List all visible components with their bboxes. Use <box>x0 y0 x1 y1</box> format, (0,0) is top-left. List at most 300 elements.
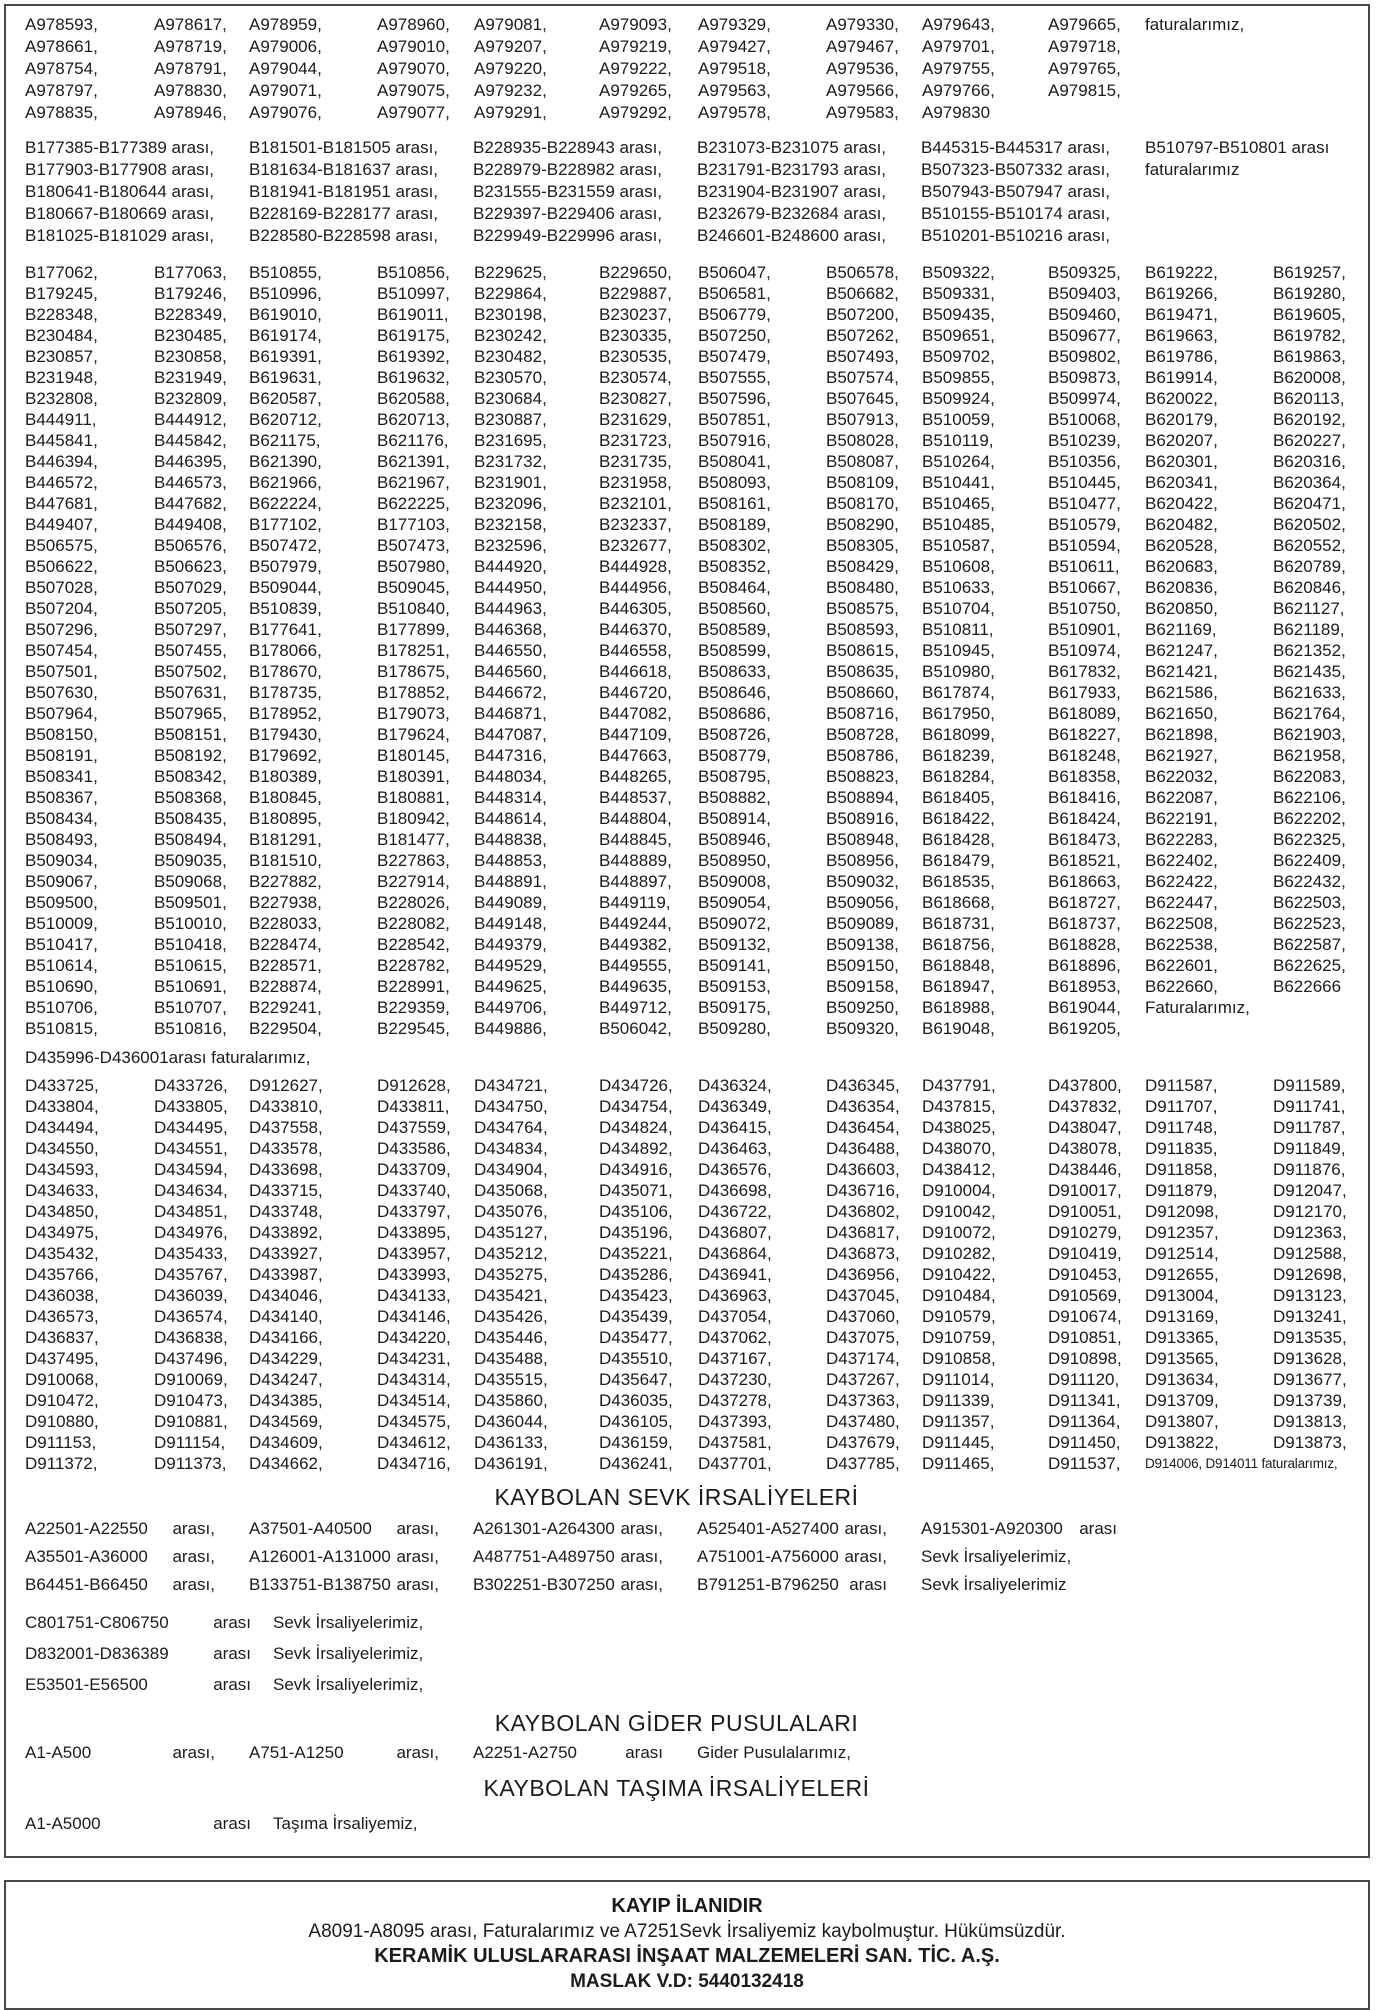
invoice-serial: B619205, <box>1048 1019 1121 1038</box>
invoice-serial: D914006, D914011 faturalarımız, <box>1145 1456 1338 1471</box>
invoice-serial: D435421, <box>474 1286 548 1305</box>
invoice-serial: B232809, <box>154 389 227 408</box>
invoice-serial: B231901, <box>474 473 547 492</box>
invoice-serial: B177899, <box>377 620 450 639</box>
invoice-serial-range: B246601-B248600 arası, <box>697 226 887 245</box>
invoice-serial: B620712, <box>249 410 322 429</box>
invoice-serial: A979220, <box>474 59 547 78</box>
waybill-serial-range: D832001-D836389 arası <box>25 1644 251 1663</box>
invoice-serial: B622087, <box>1145 788 1218 807</box>
invoice-serial: D438047, <box>1048 1118 1122 1137</box>
invoice-serial: B228991, <box>377 977 450 996</box>
invoice-serial: A979643, <box>922 15 995 34</box>
invoice-serial: B618358, <box>1048 767 1121 786</box>
invoice-serial: B449382, <box>599 935 672 954</box>
invoice-serial: B508646, <box>698 683 771 702</box>
invoice-serial: B229887, <box>599 284 672 303</box>
invoice-serial: B510901, <box>1048 620 1121 639</box>
invoice-serial: D434754, <box>599 1097 673 1116</box>
invoice-serial: B228874, <box>249 977 322 996</box>
invoice-serial: B620587, <box>249 389 322 408</box>
invoice-serial: D434231, <box>377 1349 451 1368</box>
invoice-serial: B620008, <box>1273 368 1346 387</box>
invoice-serial: B620502, <box>1273 515 1346 534</box>
invoice-serial: B622625, <box>1273 956 1346 975</box>
invoice-serial: D433892, <box>249 1223 323 1242</box>
invoice-serial: D437558, <box>249 1118 323 1137</box>
waybill-serial-range: Sevk İrsaliyelerimiz, <box>273 1644 424 1663</box>
invoice-serial: B508728, <box>826 725 899 744</box>
invoice-serial: D910279, <box>1048 1223 1122 1242</box>
invoice-serial: B622202, <box>1273 809 1346 828</box>
invoice-serial: B507029, <box>154 578 227 597</box>
invoice-serial: Faturalarımız, <box>1145 998 1250 1017</box>
invoice-serial: D911465, <box>922 1454 995 1473</box>
invoice-serial: D434716, <box>377 1454 451 1473</box>
invoice-serial: B620341, <box>1145 473 1218 492</box>
invoice-serial: B510691, <box>154 977 227 996</box>
invoice-serial: B232101, <box>599 494 672 513</box>
invoice-serial: D435196, <box>599 1223 673 1242</box>
invoice-serial: D435488, <box>474 1349 548 1368</box>
invoice-serial: D433578, <box>249 1139 323 1158</box>
invoice-serial: B509072, <box>698 914 771 933</box>
invoice-serial: D434750, <box>474 1097 548 1116</box>
invoice-serial: B618239, <box>922 746 995 765</box>
invoice-serial: D911879, <box>1145 1181 1218 1200</box>
invoice-serial: B508716, <box>826 704 899 723</box>
invoice-serial: B445842, <box>154 431 227 450</box>
invoice-serial: B508894, <box>826 788 899 807</box>
invoice-serial: D910569, <box>1048 1286 1122 1305</box>
invoice-serial: B618521, <box>1048 851 1121 870</box>
invoice-serial: D912698, <box>1273 1265 1347 1284</box>
invoice-serial: B509150, <box>826 956 899 975</box>
invoice-serial: D435221, <box>599 1244 673 1263</box>
invoice-serial: B448614, <box>474 809 547 828</box>
invoice-serial: B622666 <box>1273 977 1342 996</box>
invoice-serial: B180895, <box>249 809 322 828</box>
invoice-serial: D436807, <box>698 1223 772 1242</box>
sevk-cde-grid <box>25 1607 1368 1700</box>
invoice-serial: D434314, <box>377 1370 451 1389</box>
invoice-serial: B230198, <box>474 305 547 324</box>
invoice-serial: D434976, <box>154 1223 228 1242</box>
invoice-serial: B508615, <box>826 641 899 660</box>
invoice-serial: B508786, <box>826 746 899 765</box>
invoice-serial: B507454, <box>25 641 98 660</box>
invoice-serial: A979232, <box>474 81 547 100</box>
invoice-serial: B620588, <box>377 389 450 408</box>
invoice-serial: B509855, <box>922 368 995 387</box>
section-title-tasima: KAYBOLAN TAŞIMA İRSALİYELERİ <box>483 1775 870 1801</box>
invoice-serial: D435433, <box>154 1244 228 1263</box>
invoice-serial: B508341, <box>25 767 98 786</box>
invoice-serial: B508916, <box>826 809 899 828</box>
invoice-serial: B510068, <box>1048 410 1121 429</box>
invoice-serial: B622538, <box>1145 935 1218 954</box>
invoice-serial: D913241, <box>1273 1307 1347 1326</box>
lost-documents-box <box>4 4 1370 1858</box>
invoice-serial: D910472, <box>25 1391 99 1410</box>
invoice-serial: D434385, <box>249 1391 323 1410</box>
invoice-serial: B508352, <box>698 557 771 576</box>
invoice-serial: B231735, <box>599 452 672 471</box>
invoice-serial: B509873, <box>1048 368 1121 387</box>
invoice-serial: D436837, <box>25 1328 99 1347</box>
invoice-serial: B449635, <box>599 977 672 996</box>
invoice-serial: B232096, <box>474 494 547 513</box>
invoice-serial-range <box>1145 203 1368 225</box>
invoice-serial: D436603, <box>826 1160 900 1179</box>
invoice-serial: B448845, <box>599 830 672 849</box>
invoice-serial: D437045, <box>826 1286 900 1305</box>
invoice-serial: A978791, <box>154 59 227 78</box>
invoice-serial-range: B181501-B181505 arası, <box>249 138 439 157</box>
invoice-serial-range: B181634-B181637 arası, <box>249 160 439 179</box>
invoice-serial: D434133, <box>377 1286 451 1305</box>
invoice-serial: D436159, <box>599 1433 673 1452</box>
invoice-serial: D436573, <box>25 1307 99 1326</box>
invoice-serial: D434662, <box>249 1454 323 1473</box>
invoice-serial: B620192, <box>1273 410 1346 429</box>
invoice-serial: B621189, <box>1273 620 1345 639</box>
invoice-serial: D913004, <box>1145 1286 1219 1305</box>
invoice-serial: D910282, <box>922 1244 996 1263</box>
invoice-serial: B229545, <box>377 1019 450 1038</box>
invoice-serial: B448265, <box>599 767 672 786</box>
invoice-serial: D434229, <box>249 1349 323 1368</box>
invoice-serial: A979265, <box>599 81 672 100</box>
invoice-serial: D433811, <box>377 1097 450 1116</box>
invoice-serial: D433586, <box>377 1139 451 1158</box>
invoice-serial: B510667, <box>1048 578 1121 597</box>
transport-waybill-range: A1-A5000 arası <box>25 1814 251 1833</box>
invoice-serial: B181510, <box>249 851 322 870</box>
invoice-serial: D437815, <box>922 1097 996 1116</box>
invoice-serial: B507501, <box>25 662 98 681</box>
invoice-serial: D911707, <box>1145 1097 1218 1116</box>
invoice-serial: A979292, <box>599 103 672 122</box>
invoice-serial: D436241, <box>599 1454 673 1473</box>
waybill-serial-range: A487751-A489750 arası, <box>473 1547 663 1566</box>
invoice-serial: B446370, <box>599 620 672 639</box>
invoice-serial: B510477, <box>1048 494 1121 513</box>
invoice-serial <box>1273 1018 1353 1039</box>
notice-title: KAYIP İLANIDIR <box>611 1895 763 1917</box>
invoice-serial: D910851, <box>1048 1328 1122 1347</box>
invoice-serial: B622508, <box>1145 914 1218 933</box>
invoice-serial: B228082, <box>377 914 450 933</box>
invoice-serial: B178670, <box>249 662 322 681</box>
invoice-serial: D437054, <box>698 1307 772 1326</box>
invoice-serial: D913807, <box>1145 1412 1219 1431</box>
invoice-serial-range: B229397-B229406 arası, <box>473 204 663 223</box>
invoice-serial: B449244, <box>599 914 672 933</box>
invoice-serial: B446871, <box>474 704 547 723</box>
invoice-serial: B619048, <box>922 1019 995 1038</box>
invoice-serial: B508956, <box>826 851 899 870</box>
invoice-serial: D434824, <box>599 1118 673 1137</box>
invoice-serial: B510059, <box>922 410 995 429</box>
invoice-serial: D913634, <box>1145 1370 1219 1389</box>
invoice-serial: D912170, <box>1273 1202 1347 1221</box>
invoice-serial: D434140, <box>249 1307 323 1326</box>
invoice-serial: A979329, <box>698 15 771 34</box>
invoice-serial: B509702, <box>922 347 995 366</box>
invoice-serial: B509500, <box>25 893 98 912</box>
invoice-serial: B509322, <box>922 263 995 282</box>
invoice-serial: B508914, <box>698 809 771 828</box>
invoice-serial: B618727, <box>1048 893 1121 912</box>
invoice-serial: D437495, <box>25 1349 99 1368</box>
invoice-serial: D910881, <box>154 1412 228 1431</box>
invoice-serial: D435432, <box>25 1244 99 1263</box>
invoice-serial: D910674, <box>1048 1307 1122 1326</box>
invoice-serial: B510690, <box>25 977 98 996</box>
waybill-serial-range: Sevk İrsaliyelerimiz, <box>273 1613 424 1632</box>
invoice-serial-range: B232679-B232684 arası, <box>697 204 887 223</box>
invoice-serial: D434764, <box>474 1118 548 1137</box>
invoice-serial: B621391, <box>377 452 450 471</box>
invoice-serial: B622432, <box>1273 872 1346 891</box>
invoice-serial: B509175, <box>698 998 771 1017</box>
invoice-serial: B510579, <box>1048 515 1121 534</box>
waybill-serial-range: E53501-E56500 arası <box>25 1675 251 1694</box>
invoice-serial: B446720, <box>599 683 672 702</box>
invoice-serial: B228474, <box>249 935 322 954</box>
invoice-serial: D913739, <box>1273 1391 1347 1410</box>
invoice-serial: B509435, <box>922 305 995 324</box>
invoice-serial: B230684, <box>474 389 547 408</box>
invoice-serial: B509280, <box>698 1019 771 1038</box>
invoice-serial: B446550, <box>474 641 547 660</box>
invoice-serial: B510608, <box>922 557 995 576</box>
invoice-serial-range: B228580-B228598 arası, <box>249 226 439 245</box>
invoice-serial: B507596, <box>698 389 771 408</box>
invoice-serial: B508093, <box>698 473 771 492</box>
invoice-serial: D436345, <box>826 1076 900 1095</box>
invoice-serial: B621127, <box>1273 599 1345 618</box>
invoice-serial: B618089, <box>1048 704 1121 723</box>
invoice-serial: D911372, <box>25 1454 98 1473</box>
invoice-serial: D433740, <box>377 1181 451 1200</box>
waybill-serial-range: A126001-A131000 arası, <box>249 1547 439 1566</box>
invoice-serial: B448891, <box>474 872 547 891</box>
invoice-serial: B444912, <box>154 410 227 429</box>
invoice-serial: B510811, <box>922 620 994 639</box>
invoice-serial: A979044, <box>249 59 322 78</box>
invoice-serial <box>1145 58 1273 80</box>
invoice-serial: D436574, <box>154 1307 228 1326</box>
waybill-serial-range: Sevk İrsaliyelerimiz, <box>921 1547 1072 1566</box>
invoice-serial: D437559, <box>377 1118 451 1137</box>
invoice-serial: D435510, <box>599 1349 673 1368</box>
invoice-serial: B510010, <box>154 914 227 933</box>
invoice-serial: D436716, <box>826 1181 900 1200</box>
invoice-serial: D435446, <box>474 1328 548 1347</box>
invoice-serial: B179073, <box>377 704 450 723</box>
invoice-serial: D433927, <box>249 1244 323 1263</box>
invoice-serial: B620789, <box>1273 557 1346 576</box>
invoice-serial: D434851, <box>154 1202 228 1221</box>
invoice-serial: B618953, <box>1048 977 1121 996</box>
invoice-serial: B507262, <box>826 326 899 345</box>
invoice-serial: D434575, <box>377 1412 451 1431</box>
invoice-serial: B617950, <box>922 704 995 723</box>
invoice-serial: A978835, <box>25 103 98 122</box>
invoice-serial: B621958, <box>1273 746 1346 765</box>
invoice-serial: B508575, <box>826 599 899 618</box>
invoice-serial: B510441, <box>922 473 995 492</box>
invoice-serial: B620850, <box>1145 599 1218 618</box>
invoice-serial: D910898, <box>1048 1349 1122 1368</box>
invoice-serial: B619175, <box>377 326 450 345</box>
invoice-serial: D434850, <box>25 1202 99 1221</box>
invoice-serial: D434834, <box>474 1139 548 1158</box>
invoice-serial: D436698, <box>698 1181 772 1200</box>
invoice-serial: B508635, <box>826 662 899 681</box>
invoice-serial: B228348, <box>25 305 98 324</box>
invoice-serial: B230335, <box>599 326 672 345</box>
invoice-serial: D913169, <box>1145 1307 1219 1326</box>
invoice-serial: B444963, <box>474 599 547 618</box>
invoice-serial: B228349, <box>154 305 227 324</box>
invoice-serial: D435286, <box>599 1265 673 1284</box>
invoice-serial: B509035, <box>154 851 227 870</box>
invoice-serial: D437060, <box>826 1307 900 1326</box>
invoice-serial: D436463, <box>698 1139 772 1158</box>
invoice-serial: D911364, <box>1048 1412 1121 1431</box>
invoice-serial: D434220, <box>377 1328 451 1347</box>
invoice-serial: D436415, <box>698 1118 772 1137</box>
invoice-serial: B230482, <box>474 347 547 366</box>
invoice-serial: D911153, <box>25 1433 97 1452</box>
invoice-serial: B507913, <box>826 410 899 429</box>
invoice-serial: B510356, <box>1048 452 1121 471</box>
invoice-serial: D911876, <box>1273 1160 1346 1179</box>
invoice-serial: B509651, <box>922 326 995 345</box>
invoice-serial: B510264, <box>922 452 995 471</box>
invoice-serial: B508041, <box>698 452 771 471</box>
invoice-serial: B507493, <box>826 347 899 366</box>
invoice-serial: B506042, <box>599 1019 672 1038</box>
invoice-serial: D912655, <box>1145 1265 1219 1284</box>
invoice-serial: D434916, <box>599 1160 673 1179</box>
invoice-serial: B506575, <box>25 536 98 555</box>
invoice-serial: B506578, <box>826 263 899 282</box>
invoice-serial: B449555, <box>599 956 672 975</box>
invoice-serial: D911357, <box>922 1412 995 1431</box>
invoice-serial: B619222, <box>1145 263 1218 282</box>
invoice-serial: B507630, <box>25 683 98 702</box>
invoice-serial: B507296, <box>25 620 98 639</box>
invoice-serial: B620713, <box>377 410 450 429</box>
invoice-serial: B510997, <box>377 284 450 303</box>
invoice-serial: B508946, <box>698 830 771 849</box>
invoice-serial: D436873, <box>826 1244 900 1263</box>
waybill-serial-range: B791251-B796250 arası <box>697 1575 887 1594</box>
invoice-serial: B510945, <box>922 641 995 660</box>
invoice-serial: B621175, <box>249 431 321 450</box>
invoice-serial: B178852, <box>377 683 450 702</box>
invoice-serial: B620316, <box>1273 452 1346 471</box>
invoice-serial: B230237, <box>599 305 672 324</box>
invoice-serial: B508305, <box>826 536 899 555</box>
invoice-serial-range: B181941-B181951 arası, <box>249 182 439 201</box>
invoice-serial: B508589, <box>698 620 771 639</box>
invoice-serial: D911341, <box>1048 1391 1121 1410</box>
section-title-gider: KAYBOLAN GİDER PUSULALARI <box>494 1710 859 1736</box>
invoice-serial: B618422, <box>922 809 995 828</box>
invoice-serial: B508882, <box>698 788 771 807</box>
invoice-serial: D433810, <box>249 1097 323 1116</box>
invoice-serial: D910858, <box>922 1349 996 1368</box>
invoice-serial: D438412, <box>922 1160 996 1179</box>
invoice-serial: B506779, <box>698 305 771 324</box>
invoice-serial: B227882, <box>249 872 322 891</box>
invoice-serial: D913677, <box>1273 1370 1347 1389</box>
invoice-serial: B622225, <box>377 494 450 513</box>
invoice-serial: D912588, <box>1273 1244 1347 1263</box>
invoice-serial: D434569, <box>249 1412 323 1431</box>
invoice-serial: D436576, <box>698 1160 772 1179</box>
invoice-serial: B449712, <box>599 998 672 1017</box>
invoice-serial: D910759, <box>922 1328 996 1347</box>
invoice-serial: B621435, <box>1273 662 1346 681</box>
invoice-serial <box>1273 36 1353 58</box>
invoice-serial: B619257, <box>1273 263 1346 282</box>
invoice-serial: D434975, <box>25 1223 99 1242</box>
invoice-serial: B618416, <box>1048 788 1121 807</box>
invoice-serial: B508189, <box>698 515 771 534</box>
invoice-serial: B509677, <box>1048 326 1121 345</box>
invoice-serial-range: B228935-B228943 arası, <box>473 138 663 157</box>
invoice-serial: B449529, <box>474 956 547 975</box>
invoice-serial: D435106, <box>599 1202 673 1221</box>
invoice-serial: B620846, <box>1273 578 1346 597</box>
invoice-serial: B621650, <box>1145 704 1218 723</box>
invoice-serial: B618947, <box>922 977 995 996</box>
invoice-serial: B619174, <box>249 326 322 345</box>
invoice-serial: B510996, <box>249 284 322 303</box>
invoice-serial: B508593, <box>826 620 899 639</box>
invoice-serial: B510417, <box>25 935 98 954</box>
invoice-serial: B231695, <box>474 431 547 450</box>
invoice-serial: B621764, <box>1273 704 1346 723</box>
invoice-serial: B508087, <box>826 452 899 471</box>
invoice-serial: A979077, <box>377 103 450 122</box>
invoice-serial: B507964, <box>25 704 98 723</box>
invoice-serial: B620836, <box>1145 578 1218 597</box>
invoice-serial: B622032, <box>1145 767 1218 786</box>
invoice-serial: B508779, <box>698 746 771 765</box>
invoice-serial: B447109, <box>599 725 672 744</box>
invoice-serial: A979427, <box>698 37 771 56</box>
invoice-serial: B618896, <box>1048 956 1121 975</box>
invoice-serial: B619632, <box>377 368 450 387</box>
invoice-serial: B507204, <box>25 599 98 618</box>
invoice-serial: B177063, <box>154 263 227 282</box>
invoice-serial: B510418, <box>154 935 227 954</box>
invoice-serial: B507028, <box>25 578 98 597</box>
invoice-serial: B620179, <box>1145 410 1218 429</box>
invoice-serial: B510587, <box>922 536 995 555</box>
invoice-serial: B445841, <box>25 431 98 450</box>
fatura-a-grid <box>25 14 1368 124</box>
invoice-serial: B228571, <box>249 956 322 975</box>
invoice-serial: B622601, <box>1145 956 1218 975</box>
